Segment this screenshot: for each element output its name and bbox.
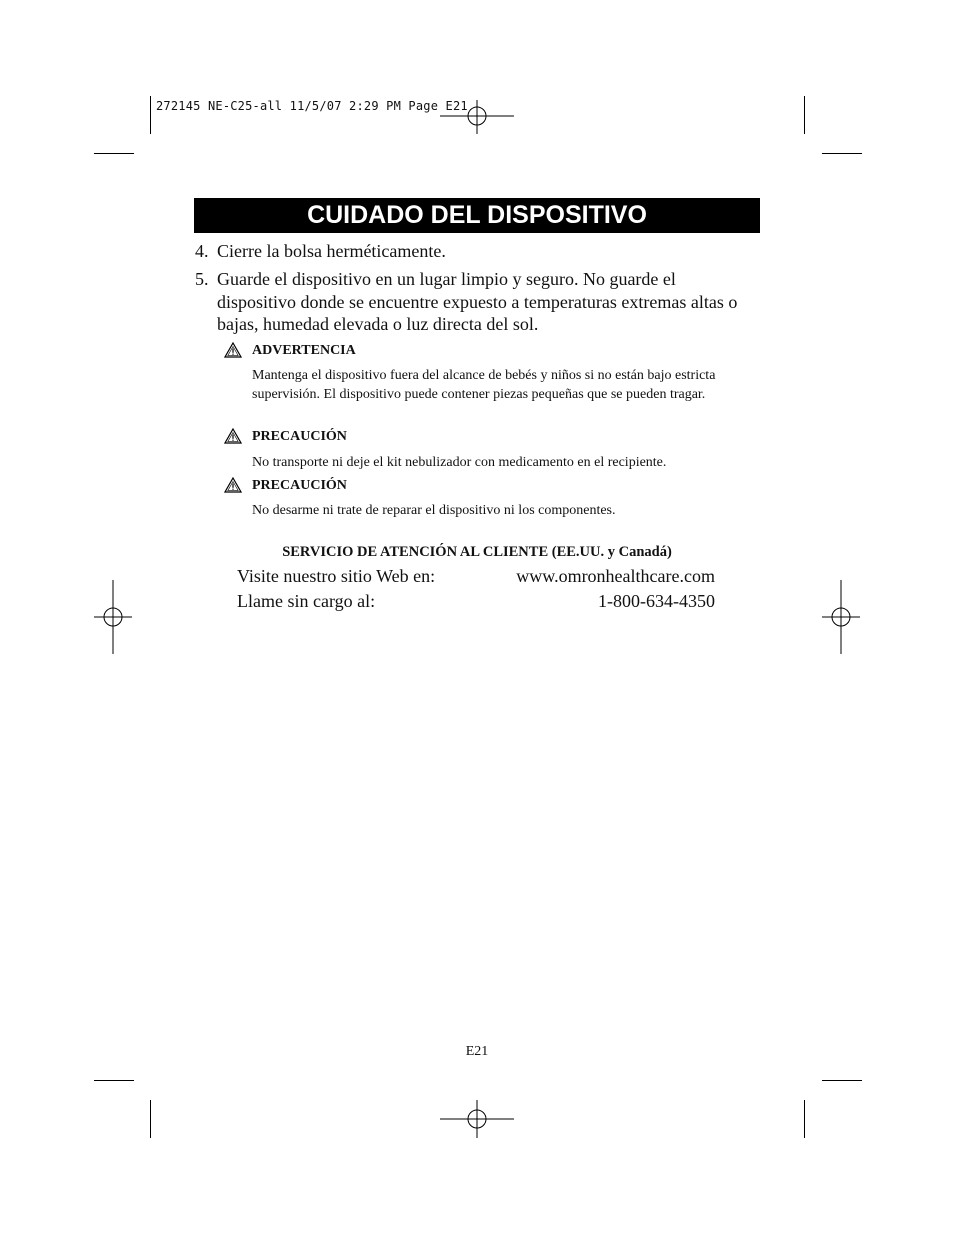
- web-label: Visite nuestro sitio Web en:: [237, 566, 436, 586]
- notice-title: PRECAUCIÓN: [252, 478, 347, 493]
- phone-label: Llame sin cargo al:: [237, 591, 376, 611]
- print-slug: 272145 NE-C25-all 11/5/07 2:29 PM Page E21: [156, 99, 468, 113]
- notice-body: No transporte ni deje el kit nebulizador con medicamento en el recipiente.: [252, 455, 667, 470]
- step-number: 4.: [195, 241, 209, 261]
- step-text: Guarde el dispositivo en un lugar limpio y seguro. No guarde el dispositivo donde se encuentre expuesto a temperaturas extremas altas o bajas, humedad elevada o luz directa del sol.: [217, 269, 738, 334]
- web-address-link[interactable]: www.omronhealthcare.com: [516, 566, 715, 586]
- customer-service-title: SERVICIO DE ATENCIÓN AL CLIENTE (EE.UU. y Canadá): [282, 544, 672, 560]
- page-number: E21: [465, 1044, 489, 1059]
- notice-body: No desarme ni trate de reparar el dispositivo ni los componentes.: [252, 503, 616, 518]
- phone-number: 1-800-634-4350: [598, 591, 715, 611]
- warning-triangle-icon: [224, 477, 242, 493]
- list-item-step-4: [195, 240, 760, 264]
- list-item-step-5: [195, 268, 760, 338]
- notice-body: Mantenga el dispositivo fuera del alcance de bebés y niños si no están bajo estricta supervisión. El dispositivo puede contener piezas pequeñas que se pueden tragar.: [252, 368, 716, 402]
- section-title-banner: [194, 198, 760, 233]
- notice-title: ADVERTENCIA: [252, 343, 356, 358]
- step-number: 5.: [195, 269, 209, 289]
- step-text: Cierre la bolsa herméticamente.: [217, 241, 446, 261]
- warning-triangle-icon: [224, 428, 242, 444]
- warning-triangle-icon: [224, 342, 242, 358]
- page-title: CUIDADO DEL DISPOSITIVO: [307, 201, 647, 229]
- notice-title: PRECAUCIÓN: [252, 429, 347, 444]
